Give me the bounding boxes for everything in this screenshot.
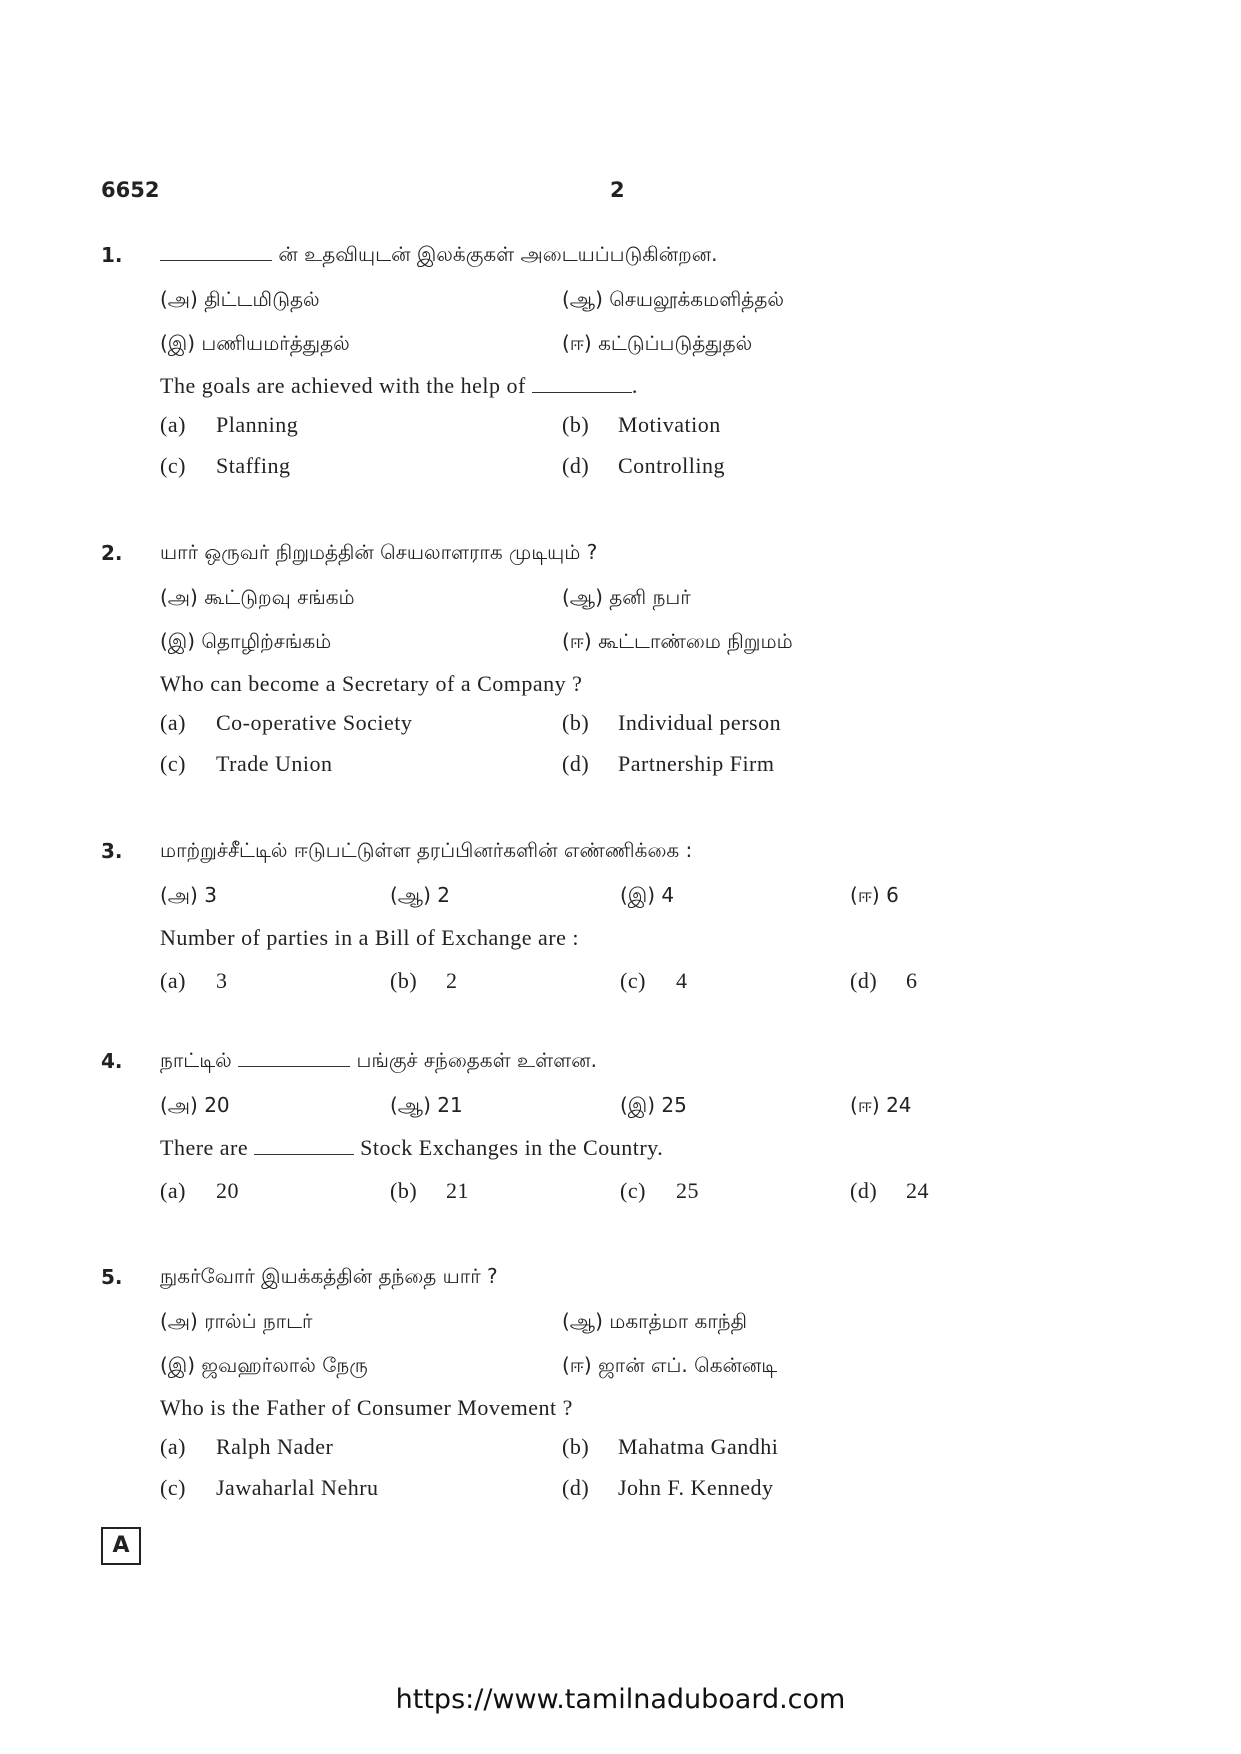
footer-url[interactable]: https://www.tamilnaduboard.com [395, 1684, 846, 1715]
option-label: (c) [620, 968, 646, 993]
option-tamil-a: (அ) திட்டமிடுதல் [160, 287, 320, 311]
stem-suffix: Stock Exchanges in the Country. [360, 1135, 664, 1160]
question-stem-tamil [160, 241, 718, 267]
fill-blank [254, 1136, 354, 1155]
option-text: Controlling [618, 453, 725, 478]
option-tamil-b: (ஆ) மகாத்மா காந்தி [562, 1309, 747, 1333]
option-tamil-b: (ஆ) 21 [390, 1093, 463, 1117]
stem-prefix: நாட்டில் [160, 1048, 232, 1072]
option-text: Partnership Firm [618, 751, 775, 776]
option-tamil-b: (ஆ) செயலூக்கமளித்தல் [562, 287, 784, 311]
option-text: Individual person [618, 710, 782, 735]
question-stem-tamil: மாற்றுச்சீட்டில் ஈடுபட்டுள்ள தரப்பினர்களின் எண்ணிக்கை : [160, 838, 693, 862]
option-tamil-a: (அ) ரால்ப் நாடர் [160, 1309, 313, 1333]
fill-blank [160, 242, 272, 261]
option-text: Mahatma Gandhi [618, 1434, 779, 1459]
option-text: 3 [216, 968, 228, 993]
option-tamil-c: (இ) 4 [620, 883, 675, 907]
stem-suffix: பங்குச் சந்தைகள் உள்ளன. [356, 1048, 597, 1072]
question-stem-english: Who can become a Secretary of a Company ? [160, 671, 583, 696]
option-text: 20 [216, 1178, 239, 1203]
option-text: Motivation [618, 412, 721, 437]
option-text: Co-operative Society [216, 710, 413, 735]
option-text: Staffing [216, 453, 291, 478]
option-tamil-c: (இ) பணியமர்த்துதல் [160, 331, 350, 355]
question-stem-english: Number of parties in a Bill of Exchange are : [160, 925, 579, 950]
question-stem-tamil: நுகர்வோர் இயக்கத்தின் தந்தை யார் ? [160, 1264, 498, 1288]
question-stem-english [160, 1135, 663, 1161]
option-text: Trade Union [216, 751, 333, 776]
option-label: (d) [562, 1475, 590, 1500]
option-text: John F. Kennedy [618, 1475, 774, 1500]
option-tamil-d: (ஈ) 24 [850, 1093, 912, 1117]
question-stem-tamil [160, 1047, 597, 1073]
page-number: 2 [610, 178, 625, 202]
option-label: (c) [160, 453, 186, 478]
version-box: A [101, 1527, 141, 1565]
option-text: Planning [216, 412, 299, 437]
stem-text: ன் உதவியுடன் இலக்குகள் அடையப்படுகின்றன. [278, 242, 718, 266]
question-number: 4. [101, 1049, 123, 1073]
question-number: 1. [101, 243, 123, 267]
question-number: 2. [101, 541, 123, 565]
stem-prefix: There are [160, 1135, 249, 1160]
option-tamil-a: (அ) 3 [160, 883, 217, 907]
option-label: (a) [160, 1434, 186, 1459]
option-tamil-a: (அ) 20 [160, 1093, 230, 1117]
option-tamil-d: (ஈ) கூட்டாண்மை நிறுமம் [562, 629, 793, 653]
option-label: (a) [160, 968, 186, 993]
option-label: (c) [620, 1178, 646, 1203]
paper-code: 6652 [101, 178, 160, 202]
option-text: Jawaharlal Nehru [216, 1475, 379, 1500]
question-stem-tamil: யார் ஒருவர் நிறுமத்தின் செயலாளராக முடியும் ? [160, 540, 598, 564]
option-label: (c) [160, 751, 186, 776]
option-label: (a) [160, 1178, 186, 1203]
option-label: (d) [850, 1178, 878, 1203]
question-number: 5. [101, 1265, 123, 1289]
option-label: (b) [562, 1434, 590, 1459]
option-tamil-d: (ஈ) ஜான் எப். கென்னடி [562, 1353, 778, 1377]
option-tamil-d: (ஈ) கட்டுப்படுத்துதல் [562, 331, 753, 355]
option-text: 25 [676, 1178, 699, 1203]
option-tamil-d: (ஈ) 6 [850, 883, 899, 907]
option-label: (b) [562, 412, 590, 437]
option-label: (a) [160, 710, 186, 735]
question-stem-english: Who is the Father of Consumer Movement ? [160, 1395, 573, 1420]
option-label: (b) [390, 968, 418, 993]
option-label: (d) [562, 751, 590, 776]
option-tamil-c: (இ) 25 [620, 1093, 687, 1117]
option-text: 24 [906, 1178, 929, 1203]
fill-blank [238, 1048, 350, 1067]
option-tamil-b: (ஆ) தனி நபர் [562, 585, 691, 609]
option-text: Ralph Nader [216, 1434, 334, 1459]
option-label: (d) [850, 968, 878, 993]
option-tamil-c: (இ) ஜவஹர்லால் நேரு [160, 1353, 368, 1377]
option-tamil-a: (அ) கூட்டுறவு சங்கம் [160, 585, 355, 609]
option-label: (d) [562, 453, 590, 478]
fill-blank [532, 374, 632, 393]
stem-end: . [631, 373, 638, 398]
option-text: 6 [906, 968, 918, 993]
stem-text: The goals are achieved with the help of [160, 373, 526, 398]
option-label: (c) [160, 1475, 186, 1500]
option-text: 2 [446, 968, 458, 993]
option-label: (b) [562, 710, 590, 735]
option-tamil-b: (ஆ) 2 [390, 883, 450, 907]
option-tamil-c: (இ) தொழிற்சங்கம் [160, 629, 332, 653]
question-stem-english [160, 373, 638, 399]
option-label: (b) [390, 1178, 418, 1203]
question-number: 3. [101, 839, 123, 863]
option-text: 4 [676, 968, 688, 993]
option-label: (a) [160, 412, 186, 437]
option-text: 21 [446, 1178, 469, 1203]
